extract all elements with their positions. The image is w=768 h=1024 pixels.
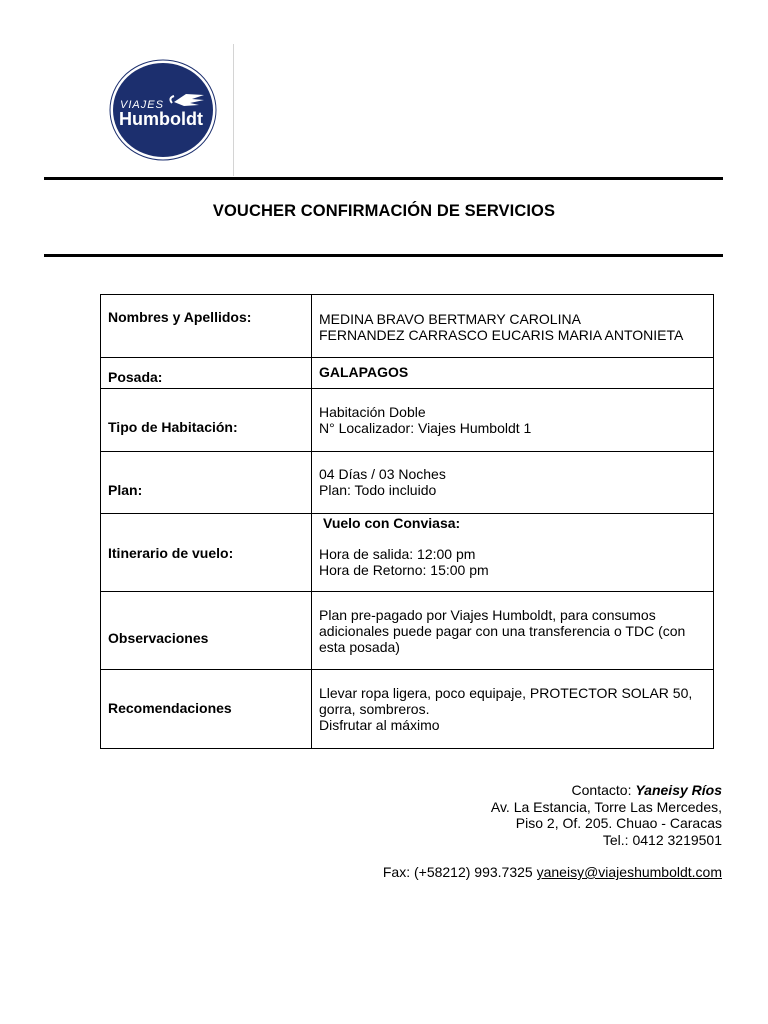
contact-name: Yaneisy Ríos: [635, 782, 722, 798]
value-line: Llevar ropa ligera, poco equipaje, PROTECTOR SOLAR 50,: [319, 685, 693, 701]
table-row: [101, 295, 714, 358]
fax-email-line: [383, 864, 722, 880]
viajes-humboldt-logo: [108, 58, 218, 162]
table-row: [101, 592, 714, 670]
contact-line: [491, 782, 722, 799]
value-line: adicionales puede pagar con una transferencia o TDC (con: [319, 623, 686, 639]
table-row: [101, 358, 714, 389]
contact-label: Contacto:: [571, 782, 632, 798]
email-link[interactable]: yaneisy@viajeshumboldt.com: [536, 864, 722, 880]
value-line: Hora de Retorno: 15:00 pm: [319, 562, 489, 578]
flight-heading: Vuelo con Conviasa:: [323, 515, 461, 531]
address-line-1: Av. La Estancia, Torre Las Mercedes,: [490, 798, 722, 815]
address-line-2: Piso 2, Of. 205. Chuao - Caracas: [515, 815, 722, 831]
table-row: [101, 670, 714, 749]
row-value-itinerary: [312, 514, 714, 592]
value-line: Disfrutar al máximo: [319, 717, 440, 733]
row-value-recommendations: [312, 670, 714, 749]
row-label-names: Nombres y Apellidos:: [101, 295, 312, 358]
value-line: MEDINA BRAVO BERTMARY CAROLINA: [319, 311, 581, 327]
row-value-plan: [312, 452, 714, 514]
row-label-room: Tipo de Habitación:: [101, 389, 312, 452]
value-line: N° Localizador: Viajes Humboldt 1: [319, 420, 532, 436]
value-line: gorra, sombreros.: [319, 701, 430, 717]
table-row: [101, 514, 714, 592]
voucher-title: VOUCHER CONFIRMACIÓN DE SERVICIOS: [212, 202, 556, 220]
services-table: [100, 294, 714, 749]
value-line: esta posada): [319, 639, 400, 655]
row-label-plan: Plan:: [101, 452, 312, 514]
table-row: [101, 452, 714, 514]
contact-block: [491, 782, 722, 848]
bottom-rule: [44, 254, 723, 257]
svg-text:Humboldt: Humboldt: [119, 109, 203, 129]
row-label-recommendations: Recomendaciones: [101, 670, 312, 749]
top-rule: [44, 177, 723, 180]
row-value-room: [312, 389, 714, 452]
fax-number: Fax: (+58212) 993.7325: [382, 864, 533, 880]
value-line: Plan pre-pagado por Viajes Humboldt, para consumos: [319, 607, 656, 623]
svg-text:VIAJES: VIAJES: [120, 99, 164, 111]
row-label-posada: Posada:: [101, 358, 312, 389]
value-line: Plan: Todo incluido: [319, 482, 437, 498]
phone-line: Tel.: 0412 3219501: [602, 831, 722, 848]
value-line: FERNANDEZ CARRASCO EUCARIS MARIA ANTONIETA: [319, 327, 684, 343]
header-divider: [233, 44, 234, 176]
row-value-observations: [312, 592, 714, 670]
row-label-observations: Observaciones: [101, 592, 312, 670]
value-line: Hora de salida: 12:00 pm: [319, 546, 476, 562]
value-line: 04 Días / 03 Noches: [319, 466, 446, 482]
row-value-names: [312, 295, 714, 358]
value-line: Habitación Doble: [319, 404, 426, 420]
row-value-posada: GALAPAGOS: [312, 358, 714, 389]
table-row: [101, 389, 714, 452]
row-label-itinerary: Itinerario de vuelo:: [101, 514, 312, 592]
